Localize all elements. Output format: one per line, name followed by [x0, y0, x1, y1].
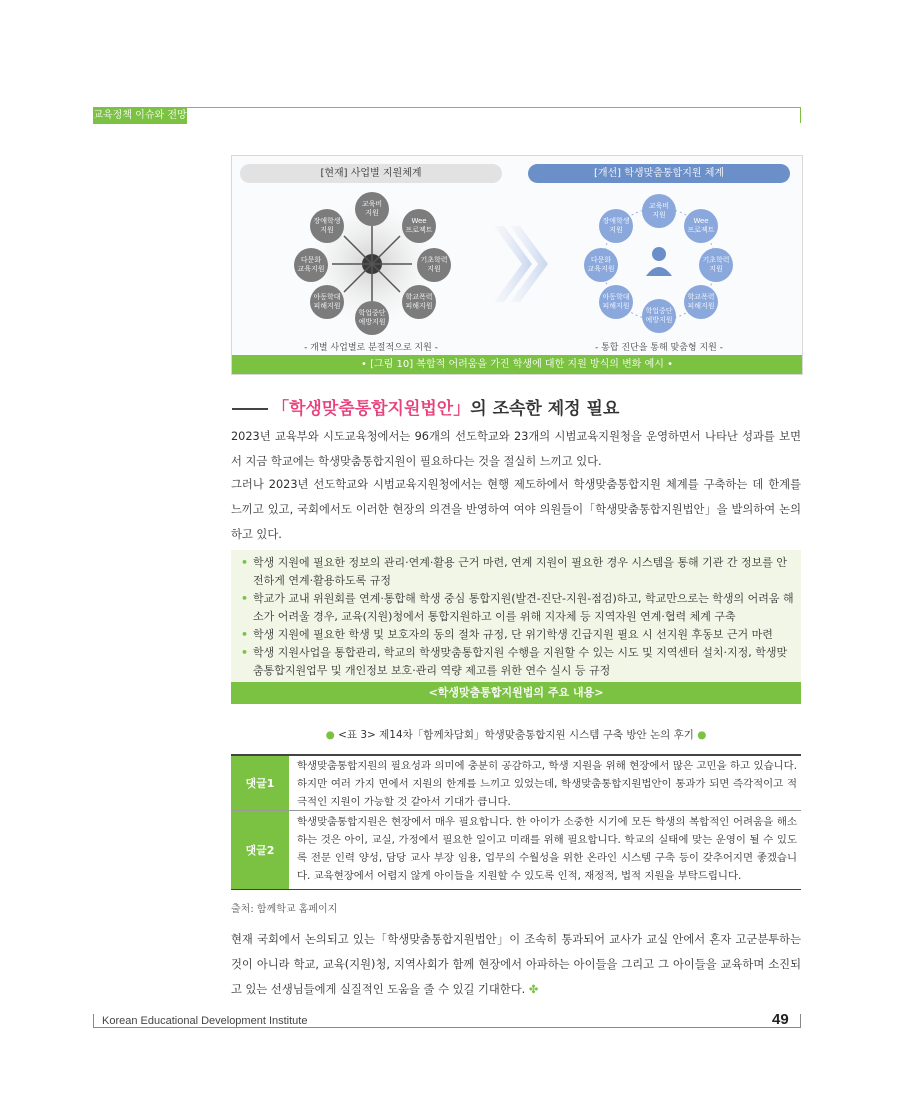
clover-icon: ✤: [528, 983, 539, 996]
row-text: 학생맞춤통합지원은 현장에서 매우 필요합니다. 한 아이가 소중한 시기에 모든 학생의 복합적인 어려움을 해소하는 것은 아이, 교실, 가정에서 필요한 일이고 미래를 위해 필요합니다. 학교의 실태에 맞는 운영이 될 수 있도록 전문 인력 양성, 담당 교사 부장 임용, 업무의 수월성을 위한 온라인 시스템 구축 등이 갖추어지면 좋겠습니다. 교육현장에서 어렵지 않게 아이들을 지원할 수 있도록 인적, 재정적, 법적 지원을 부탁드립니다.: [297, 816, 797, 882]
current-system-subcaption: - 개별 사업별로 분절적으로 지원 -: [304, 343, 438, 353]
current-node-education-cost: 교육비 지원: [355, 192, 389, 226]
improved-node-wee: Wee 프로젝트: [684, 209, 718, 243]
improved-system-title: [개선] 학생맞춤통합지원 체계: [528, 164, 790, 183]
section-heading: [272, 394, 619, 419]
row-text: 학생맞춤통합지원의 필요성과 의미에 충분히 공감하고, 학생 지원을 위해 현장에서 많은 고민을 하고 있습니다. 하지만 여러 가지 면에서 지원의 한계를 느끼고 있었는데, 학생맞춤통합지원법안이 통과가 되면 즉각적이고 적극적인 지원이 가능할 것 같아서 기대가 큽니다.: [297, 760, 797, 808]
footer-rule: [93, 1027, 801, 1028]
heading-highlight: 「학생맞춤통합지원법안」: [272, 399, 471, 419]
current-node-wee: Wee 프로젝트: [402, 209, 436, 243]
improved-node-multicultural: 다문화 교육지원: [584, 248, 618, 282]
current-node-multicultural: 다문화 교육지원: [294, 248, 328, 282]
bullet-dot-icon: •: [241, 628, 249, 641]
law-summary-caption: <학생맞춤통합지원법의 주요 내용>: [231, 682, 801, 704]
improved-node-school-violence: 학교폭력 피해지원: [684, 285, 718, 319]
figure-10: [231, 155, 803, 375]
footer-tick-right: [800, 1014, 801, 1028]
improved-node-disabled: 장애학생 지원: [599, 209, 633, 243]
improved-node-dropout: 학업중단 예방지원: [642, 299, 676, 333]
heading-dash: [232, 408, 268, 410]
current-system-title: [현재] 사업별 지원체계: [240, 164, 502, 183]
caption-dot-icon: ●: [325, 729, 339, 741]
footer-tick-left: [93, 1014, 94, 1028]
figure-caption: • [그림 10] 복합적 어려움을 가진 학생에 대한 지원 방식의 변화 예시 •: [232, 355, 802, 374]
paragraph-3: 현재 국회에서 논의되고 있는「학생맞춤통합지원법안」이 조속히 통과되어 교사가 교실 안에서 혼자 고군분투하는 것이 아니라 학교, 교육(지원)청, 지역사회가 함께 현장에서 아파하는 아이들을 그리고 그 아이들을 교육하며 소진되고 있는 선생님들에게 실질적인 도움을 줄 수 있길 기대한다. ✤: [231, 933, 801, 996]
improved-node-child-abuse: 아동학대 피해지원: [599, 285, 633, 319]
bullet-dot-icon: •: [241, 592, 249, 605]
header-rule: [187, 107, 800, 108]
bullet-dot-icon: •: [241, 556, 249, 569]
footer-institute: Korean Educational Development Institute: [102, 1015, 308, 1027]
improved-system-subcaption: - 통합 진단을 통해 맞춤형 지원 -: [595, 343, 723, 353]
table-caption: ● <표 3> 제14차「함께차담회」학생맞춤통합지원 시스템 구축 방안 논의 후기 ●: [325, 729, 707, 741]
section-tab: 교육정책 이슈와 전망: [93, 107, 187, 124]
table-row: [231, 756, 801, 810]
bullet-item: • 학교가 교내 위원회를 연계·통합해 학생 중심 통합지원(발견-진단-지원-점검)하고, 학교만으로는 학생의 어려움 해소가 어려울 경우, 교육(지원)청에서 통합지원하고 이를 위해 지자체 등 지역자원 연계·협력 체계 구축: [241, 592, 794, 623]
improved-node-education-cost: 교육비 지원: [642, 194, 676, 228]
paragraph-1: 2023년 교육부와 시도교육청에서는 96개의 선도학교와 23개의 시범교육지원청을 운영하면서 나타난 성과를 보면서 지금 학교에는 학생맞춤통합지원이 필요하다는 것을 절실히 느끼고 있다.: [231, 430, 801, 468]
table-row: [231, 811, 801, 889]
heading-rest: 의 조속한 제정 필요: [470, 399, 620, 419]
comments-table: [231, 754, 801, 890]
current-node-basic-learning: 기초학력 지원: [417, 248, 451, 282]
paragraph-2: 그러나 2023년 선도학교와 시범교육지원청에서는 현행 제도하에서 학생맞춤통합지원 체계를 구축하는 데 한계를 느끼고 있고, 국회에서도 이러한 현장의 의견을 반영하여 여야 의원들이「학생맞춤통합지원법안」을 발의하여 논의하고 있다.: [231, 478, 801, 541]
bullet-item: • 학생 지원에 필요한 학생 및 보호자의 동의 절차 규정, 단 위기학생 긴급지원 필요 시 선지원 후동보 근거 마련: [241, 626, 797, 644]
bullet-item: • 학생 지원에 필요한 정보의 관리·연계·활용 근거 마련, 연계 지원이 필요한 경우 시스템을 통해 기관 간 정보를 안전하게 연계·활용하도록 규정: [241, 556, 787, 587]
caption-dot-icon: ●: [693, 729, 707, 741]
bullet-dot-icon: •: [241, 646, 249, 659]
current-node-school-violence: 학교폭력 피해지원: [402, 285, 436, 319]
page-number: 49: [772, 1011, 789, 1028]
person-icon: [646, 247, 672, 276]
current-node-disabled: 장애학생 지원: [310, 209, 344, 243]
current-node-child-abuse: 아동학대 피해지원: [310, 285, 344, 319]
source-note: 출처: 함께학교 홈페이지: [231, 904, 338, 915]
law-summary-box: [231, 550, 801, 682]
bullet-item: • 학생 지원사업을 통합관리, 학교의 학생맞춤통합지원 수행을 지원할 수 있는 시도 및 지역센터 설치·지정, 학생맞춤통합지원업무 및 개인정보 보호·관리 역량 제고를 위한 연수 실시 등 규정: [241, 646, 788, 677]
row-label: 댓글1: [231, 756, 289, 810]
header-rule-tick: [800, 107, 801, 123]
current-node-dropout: 학업중단 예방지원: [355, 301, 389, 335]
row-label: 댓글2: [231, 811, 289, 889]
improved-node-basic-learning: 기초학력 지원: [699, 248, 733, 282]
